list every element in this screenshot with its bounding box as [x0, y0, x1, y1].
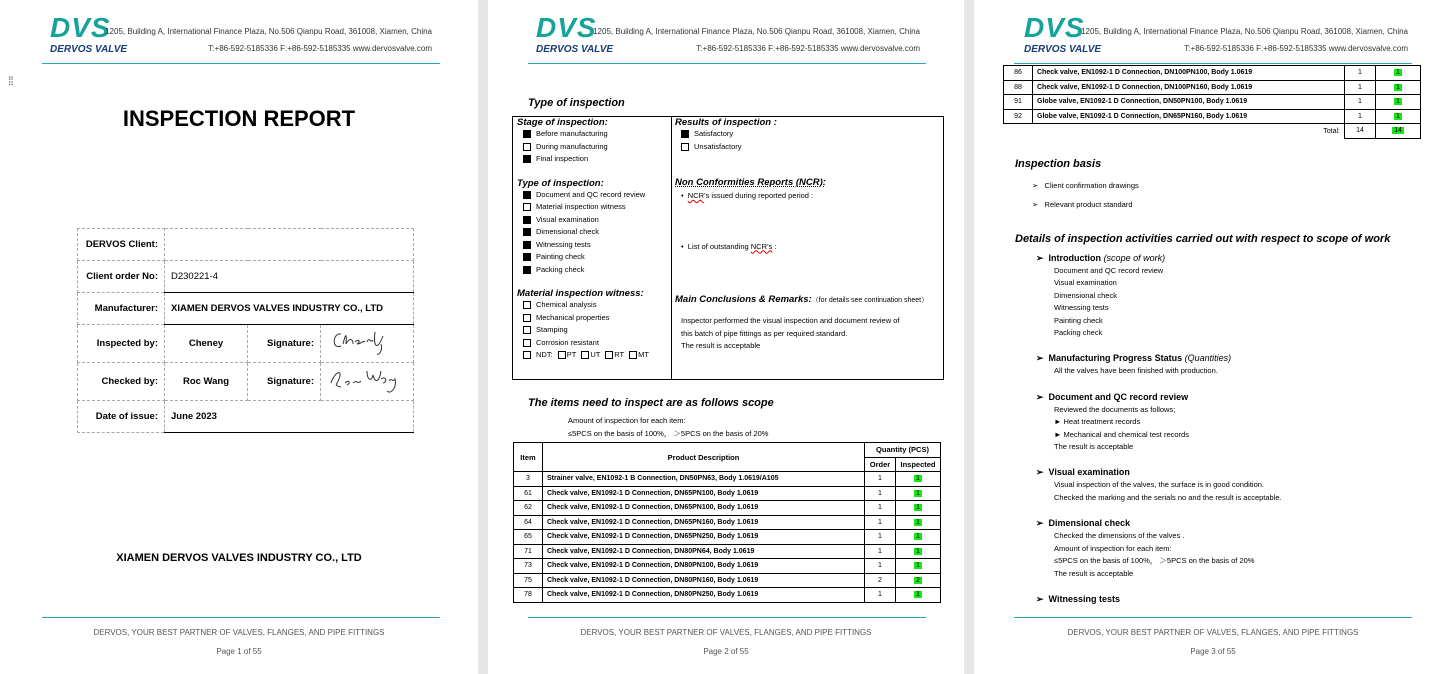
page-2: [488, 0, 964, 674]
total-order: 14: [1345, 124, 1376, 139]
row-description: Globe valve, EN1092-1 D Connection, DN65PN160, Body 1.0619: [1033, 109, 1345, 124]
ncr-issued-text: ’s issued during reported period :: [704, 191, 814, 200]
client-label: DERVOS Client:: [78, 229, 165, 261]
row-description: Check valve, EN1092-1 D Connection, DN65PN250, Body 1.0619: [543, 530, 865, 545]
progress-note: (Quantities): [1184, 353, 1232, 364]
row-inspected: 1: [916, 591, 920, 599]
visual-title: Visual examination: [1048, 467, 1130, 478]
dim-list: [1036, 530, 1436, 580]
ncr-outstanding: [675, 241, 941, 254]
col-item: Item: [514, 443, 543, 472]
stage-item[interactable]: [517, 153, 671, 166]
material-title: Material inspection witness:: [517, 288, 644, 299]
visual-list: [1036, 479, 1436, 504]
row-inspected-cell: [896, 486, 941, 501]
checkbox-empty-icon[interactable]: [558, 351, 566, 359]
row-description: Check valve, EN1092-1 D Connection, DN80PN100, Body 1.0619: [543, 559, 865, 574]
conclusion-line: Inspector performed the visual inspection and document review of: [681, 316, 900, 325]
dim-heading: [1036, 516, 1436, 530]
row-inspected-cell: [1376, 80, 1421, 95]
row-inspected: 1: [916, 562, 920, 570]
row-inspected: 1: [1396, 98, 1400, 106]
checkbox-empty-icon: [523, 339, 531, 347]
type-subtitle: Type of inspection:: [517, 177, 604, 189]
date-label: Date of issue:: [78, 401, 165, 433]
dim-line: Amount of inspection for each item:: [1054, 543, 1172, 553]
order-value: D230221-4: [165, 261, 414, 293]
checkbox-empty-icon: [681, 143, 689, 151]
table-row: [514, 515, 941, 530]
progress-text: All the valves have been finished with production.: [1054, 366, 1218, 376]
ndt-option: UT: [590, 350, 601, 359]
stage-title: Stage of inspection:: [517, 117, 608, 128]
total-inspected-cell: [1376, 124, 1421, 139]
manufacturer-label: Manufacturer:: [78, 293, 165, 325]
type-item-label: Packing check: [536, 264, 585, 274]
doc-line: Reviewed the documents as follows;: [1054, 404, 1176, 414]
order-label: Client order No:: [78, 261, 165, 293]
logo-mark: DVS: [536, 12, 597, 43]
row-description: Strainer valve, EN1092-1 B Connection, DN50PN63, Body 1.0619/A105: [543, 472, 865, 487]
logo-mark: DVS: [1024, 12, 1085, 43]
ndt-row: [517, 349, 671, 362]
header-address: 1205, Building A, International Finance Plaza, No.506 Qianpu Road, 361008, Xiamen, China: [1081, 27, 1408, 36]
ndt-option: RT: [614, 350, 625, 359]
witness-heading: [1036, 592, 1436, 606]
items-table-body: [1004, 66, 1421, 124]
material-item-label: Chemical analysis: [536, 300, 597, 309]
row-order: 1: [865, 501, 896, 516]
type-item[interactable]: [517, 251, 671, 264]
row-inspected-cell: [896, 530, 941, 545]
intro-item: Painting check: [1054, 315, 1103, 325]
header-address: 1205, Building A, International Finance Plaza, No.506 Qianpu Road, 361008, Xiamen, China: [105, 27, 432, 36]
signature-1: [321, 325, 414, 363]
progress-title: Manufacturing Progress Status: [1048, 353, 1183, 364]
row-item: 62: [514, 501, 543, 516]
checkbox-empty-icon[interactable]: [629, 351, 637, 359]
stage-item-label: Before manufacturing: [536, 129, 608, 138]
items-table-body: [514, 472, 941, 603]
checkbox-checked-icon: [523, 216, 531, 224]
items-table: [513, 442, 941, 603]
table-row: [514, 486, 941, 501]
table-row: [1004, 95, 1421, 110]
header-contact: T:+86-592-5185336 F:+86-592-5185335 www.dervosvalve.com: [696, 44, 920, 53]
info-row-date: [78, 401, 414, 433]
signature-2: [321, 363, 414, 401]
row-description: Globe valve, EN1092-1 D Connection, DN50PN100, Body 1.0619: [1033, 95, 1345, 110]
row-order: 1: [865, 530, 896, 545]
box-right-column: [675, 117, 941, 353]
inspection-summary-box: [512, 116, 944, 380]
footer-tagline: DERVOS, YOUR BEST PARTNER OF VALVES, FLANGES, AND PIPE FITTINGS: [93, 628, 385, 637]
header-rule: [42, 63, 440, 64]
table-row: [1004, 109, 1421, 124]
col-desc: Product Description: [543, 443, 865, 472]
dim-line: The result is acceptable: [1054, 568, 1134, 578]
type-item-label: Material inspection witness: [536, 202, 626, 211]
doc-heading: [1036, 390, 1436, 404]
material-item[interactable]: [517, 337, 671, 350]
arrow-bullet-icon: ➢: [1036, 391, 1049, 402]
stage-item-label: Final inspection: [536, 154, 589, 163]
header-address: 1205, Building A, International Finance Plaza, No.506 Qianpu Road, 361008, Xiamen, China: [593, 27, 920, 36]
table-row: [514, 501, 941, 516]
footer-tagline: DERVOS, YOUR BEST PARTNER OF VALVES, FLANGES, AND PIPE FITTINGS: [1067, 628, 1359, 637]
col-quantity: Quantity (PCS): [865, 443, 941, 458]
row-inspected: 1: [1396, 83, 1400, 91]
row-inspected: 1: [916, 475, 920, 483]
details-content: [1036, 251, 1436, 606]
row-inspected: 1: [916, 504, 920, 512]
box-left-column: [517, 117, 671, 362]
intro-note: (scope of work): [1103, 253, 1166, 263]
report-info-table: [77, 228, 414, 433]
details-title: Details of inspection activities carried out with respect to scope of work: [1015, 233, 1391, 245]
intro-list: [1036, 265, 1436, 339]
items-table-continued: [1003, 65, 1421, 139]
total-row: [1004, 124, 1421, 139]
visual-line: Checked the marking and the serials no and the result is acceptable.: [1054, 492, 1282, 502]
material-item[interactable]: [517, 312, 671, 325]
basis-item-label: Relevant product standard: [1044, 200, 1133, 209]
arrow-bullet-icon: ➢: [1036, 467, 1049, 478]
row-inspected: 1: [916, 518, 920, 526]
material-item-label: Stamping: [536, 325, 568, 334]
doc-line: ► Mechanical and chemical test records: [1054, 429, 1189, 439]
conclusions-note: （for details see continuation sheet）: [811, 297, 929, 304]
row-description: Check valve, EN1092-1 D Connection, DN80PN64, Body 1.0619: [543, 544, 865, 559]
table-row: [514, 559, 941, 574]
table-row: [514, 588, 941, 603]
doc-title: Document and QC record review: [1048, 391, 1189, 402]
doc-list: [1036, 404, 1436, 454]
col-order: Order: [865, 457, 896, 472]
signature-label-1: Signature:: [248, 325, 321, 363]
header-contact: T:+86-592-5185336 F:+86-592-5185335 www.dervosvalve.com: [1184, 44, 1408, 53]
row-item: 91: [1004, 95, 1033, 110]
checked-value: Roc Wang: [182, 376, 230, 387]
logo-mark: DVS: [50, 12, 111, 43]
header-address-block: [593, 23, 920, 57]
ncr-title: Non Conformities Reports (NCR):: [675, 177, 826, 188]
info-row-client: [78, 229, 414, 261]
intro-item: Visual examination: [1054, 278, 1117, 288]
scope-title: The items need to inspect are as follows scope: [528, 397, 774, 409]
checkbox-empty-icon: [523, 203, 531, 211]
visual-heading: [1036, 465, 1436, 479]
company-name: XIAMEN DERVOS VALVES INDUSTRY CO., LTD: [116, 552, 362, 564]
type-item-label: Painting check: [536, 252, 585, 261]
row-inspected-cell: [896, 544, 941, 559]
footer-rule: [42, 617, 440, 618]
dim-title: Dimensional check: [1048, 518, 1131, 529]
ncr-issued: [675, 190, 941, 203]
stage-item-label: During manufacturing: [536, 141, 608, 151]
type-item[interactable]: [517, 226, 671, 239]
row-order: 1: [865, 515, 896, 530]
row-inspected-cell: [1376, 95, 1421, 110]
arrow-bullet-icon: ➢: [1032, 181, 1045, 190]
arrow-bullet-icon: ➢: [1032, 200, 1045, 209]
row-order: 1: [865, 588, 896, 603]
intro-item: Packing check: [1054, 328, 1103, 338]
dim-line: Checked the dimensions of the valves .: [1054, 531, 1185, 541]
row-inspected: 1: [916, 489, 920, 497]
visual-line: Visual inspection of the valves, the surface is in good condition.: [1054, 480, 1264, 490]
checked-value-cell: [165, 363, 248, 401]
stage-item[interactable]: [517, 128, 671, 141]
row-inspected: 2: [916, 576, 920, 584]
handwritten-signature-cheney: [327, 326, 399, 358]
checkbox-checked-icon: [523, 253, 531, 261]
checkbox-empty-icon[interactable]: [605, 351, 613, 359]
row-order: 1: [865, 544, 896, 559]
info-row-order: [78, 261, 414, 293]
row-item: 75: [514, 573, 543, 588]
row-description: Check valve, EN1092-1 D Connection, DN80PN160, Body 1.0619: [543, 573, 865, 588]
basis-item-label: Client confirmation drawings: [1044, 181, 1139, 190]
arrow-bullet-icon: ➢: [1036, 518, 1049, 529]
checkbox-checked-icon: [523, 130, 531, 138]
row-item: 86: [1004, 66, 1033, 81]
type-item-label: Dimensional check: [536, 227, 599, 236]
ndt-option: PT: [566, 350, 577, 359]
logo-subtitle: DERVOS VALVE: [536, 44, 614, 55]
checkbox-empty-icon[interactable]: [581, 351, 589, 359]
row-description: Check valve, EN1092-1 D Connection, DN65PN160, Body 1.0619: [543, 515, 865, 530]
conclusion-line: The result is acceptable: [681, 341, 761, 350]
row-order: 1: [865, 559, 896, 574]
material-item[interactable]: [517, 324, 671, 337]
checkbox-empty-icon[interactable]: [523, 351, 531, 359]
checkbox-checked-icon: [681, 130, 689, 138]
date-value: June 2023: [165, 401, 414, 433]
doc-line: The result is acceptable: [1054, 442, 1134, 452]
conclusion-line: this batch of pipe fittings as per required standard.: [681, 328, 848, 338]
header-address-block: [105, 23, 432, 57]
table-row: [514, 544, 941, 559]
manufacturer-value: XIAMEN DERVOS VALVES INDUSTRY CO., LTD: [165, 293, 414, 325]
col-inspected: Inspected: [896, 457, 941, 472]
header-rule: [1014, 63, 1412, 64]
basis-item: [1032, 199, 1133, 212]
checkbox-empty-icon: [523, 326, 531, 334]
type-item[interactable]: [517, 264, 671, 277]
type-item[interactable]: [517, 214, 671, 227]
results-item-label: Unsatisfactory: [694, 141, 742, 151]
checkbox-checked-icon: [523, 241, 531, 249]
results-title: Results of inspection :: [675, 117, 777, 128]
row-item: 73: [514, 559, 543, 574]
material-item-label: Mechanical properties: [536, 312, 610, 322]
row-inspected-cell: [896, 559, 941, 574]
header-rule: [528, 63, 926, 64]
page-number: Page 2 of 55: [703, 647, 749, 656]
ncr-outstanding-word: NCR’s: [750, 241, 773, 251]
row-inspected-cell: [896, 573, 941, 588]
row-item: 64: [514, 515, 543, 530]
box-divider: [671, 117, 672, 379]
results-item[interactable]: [675, 128, 941, 141]
type-item[interactable]: [517, 189, 671, 202]
row-inspected: 1: [1396, 112, 1400, 120]
row-order: 1: [1345, 66, 1376, 81]
material-item[interactable]: [517, 299, 671, 312]
row-order: 2: [865, 573, 896, 588]
row-order: 1: [865, 486, 896, 501]
footer-rule: [1014, 617, 1412, 618]
type-item-label: Visual examination: [536, 214, 599, 224]
intro-heading: [1036, 251, 1436, 265]
row-inspected-cell: [896, 501, 941, 516]
row-order: 1: [1345, 95, 1376, 110]
logo-subtitle: DERVOS VALVE: [50, 44, 128, 55]
handwritten-signature-roc-wang: [327, 363, 407, 397]
table-row: [1004, 66, 1421, 81]
progress-heading: [1036, 351, 1436, 365]
checkbox-checked-icon: [523, 266, 531, 274]
row-order: 1: [1345, 80, 1376, 95]
inspected-value: Cheney: [165, 325, 248, 363]
material-item-label: Corrosion resistant: [536, 337, 599, 347]
intro-item: Witnessing tests: [1054, 303, 1109, 313]
inspected-label: Inspected by:: [78, 325, 165, 363]
footer-rule: [528, 617, 926, 618]
row-item: 3: [514, 472, 543, 487]
table-row: [1004, 80, 1421, 95]
total-label: Total:: [1323, 127, 1340, 135]
row-description: Check valve, EN1092-1 D Connection, DN100PN100, Body 1.0619: [1033, 66, 1345, 81]
row-description: Check valve, EN1092-1 D Connection, DN65PN100, Body 1.0619: [543, 486, 865, 501]
table-header-row: [514, 443, 941, 458]
checkbox-checked-icon: [523, 155, 531, 163]
table-row: [514, 530, 941, 545]
conclusions-title: Main Conclusions & Remarks:: [675, 294, 812, 305]
results-item-label: Satisfactory: [694, 129, 734, 138]
row-inspected: 1: [916, 533, 920, 541]
ncr-outstanding-text: List of outstanding: [687, 241, 751, 251]
header-contact: T:+86-592-5185336 F:+86-592-5185335 www.dervosvalve.com: [208, 44, 432, 53]
bullet-icon: •: [681, 191, 688, 200]
scope-amount: Amount of inspection for each item:: [568, 416, 686, 425]
row-item: 78: [514, 588, 543, 603]
total-inspected: 14: [1394, 127, 1402, 135]
table-row: [514, 573, 941, 588]
info-row-inspected: [78, 325, 414, 363]
results-item[interactable]: [675, 141, 941, 154]
footer-tagline: DERVOS, YOUR BEST PARTNER OF VALVES, FLANGES, AND PIPE FITTINGS: [580, 628, 872, 637]
basis-item: [1032, 180, 1139, 193]
arrow-bullet-icon: ➢: [1036, 593, 1049, 604]
witness-title: Witnessing tests: [1048, 593, 1120, 604]
type-item-label: Witnessing tests: [536, 239, 591, 249]
row-description: Check valve, EN1092-1 D Connection, DN65PN100, Body 1.0619: [543, 501, 865, 516]
checkbox-empty-icon: [523, 314, 531, 322]
checked-label: Checked by:: [78, 363, 165, 401]
row-description: Check valve, EN1092-1 D Connection, DN100PN160, Body 1.0619: [1033, 80, 1345, 95]
doc-line: ► Heat treatment records: [1054, 417, 1141, 427]
page-title: INSPECTION REPORT: [122, 106, 356, 131]
logo-subtitle: DERVOS VALVE: [1024, 44, 1102, 55]
row-inspected: 1: [1396, 69, 1400, 77]
page-number: Page 3 of 55: [1190, 647, 1236, 656]
checkbox-checked-icon: [523, 228, 531, 236]
info-row-manufacturer: [78, 293, 414, 325]
row-item: 88: [1004, 80, 1033, 95]
bullet-icon: •: [681, 241, 688, 251]
ndt-label: NDT:: [536, 350, 553, 359]
scope-rule: ≤5PCS on the basis of 100%， ＞5PCS on the basis of 20%: [568, 429, 769, 438]
ndt-option: MT: [638, 350, 649, 359]
checkbox-empty-icon: [523, 301, 531, 309]
intro-item: Dimensional check: [1054, 290, 1117, 300]
row-inspected-cell: [896, 472, 941, 487]
page-1: [0, 0, 478, 674]
page-number: Page 1 of 55: [216, 647, 262, 656]
stage-item[interactable]: [517, 141, 671, 154]
row-order: 1: [865, 472, 896, 487]
type-of-inspection-title: Type of inspection: [528, 97, 625, 109]
info-row-checked: [78, 363, 414, 401]
dim-line: ≤5PCS on the basis of 100%， ＞5PCS on the basis of 20%: [1054, 556, 1255, 566]
basis-title: Inspection basis: [1015, 158, 1102, 170]
row-inspected-cell: [1376, 109, 1421, 124]
row-description: Check valve, EN1092-1 D Connection, DN80PN250, Body 1.0619: [543, 588, 865, 603]
ncr-outstanding-colon: :: [772, 241, 777, 251]
row-item: 65: [514, 530, 543, 545]
checkbox-checked-icon: [523, 191, 531, 199]
ncr-issued-word: NCR: [687, 191, 705, 200]
row-inspected-cell: [1376, 66, 1421, 81]
row-item: 61: [514, 486, 543, 501]
row-inspected-cell: [896, 515, 941, 530]
type-item[interactable]: [517, 239, 671, 252]
intro-item: Document and QC record review: [1054, 266, 1164, 275]
drag-handle-icon[interactable]: ⁞⁞: [8, 74, 13, 88]
checkbox-empty-icon: [523, 143, 531, 151]
signature-label-2: Signature:: [248, 363, 321, 401]
intro-title: Introduction: [1048, 253, 1102, 263]
row-inspected: 1: [916, 547, 920, 555]
arrow-bullet-icon: ➢: [1036, 353, 1049, 364]
row-inspected-cell: [896, 588, 941, 603]
table-row: [514, 472, 941, 487]
conclusions-header: [675, 289, 941, 307]
row-item: 71: [514, 544, 543, 559]
page-3: [974, 0, 1452, 674]
header-address-block: [1081, 23, 1408, 57]
type-item-label: Document and QC record review: [536, 189, 646, 199]
row-item: 92: [1004, 109, 1033, 124]
client-value: [165, 229, 414, 261]
arrow-bullet-icon: ➢: [1036, 253, 1049, 263]
row-order: 1: [1345, 109, 1376, 124]
type-item[interactable]: [517, 201, 671, 214]
